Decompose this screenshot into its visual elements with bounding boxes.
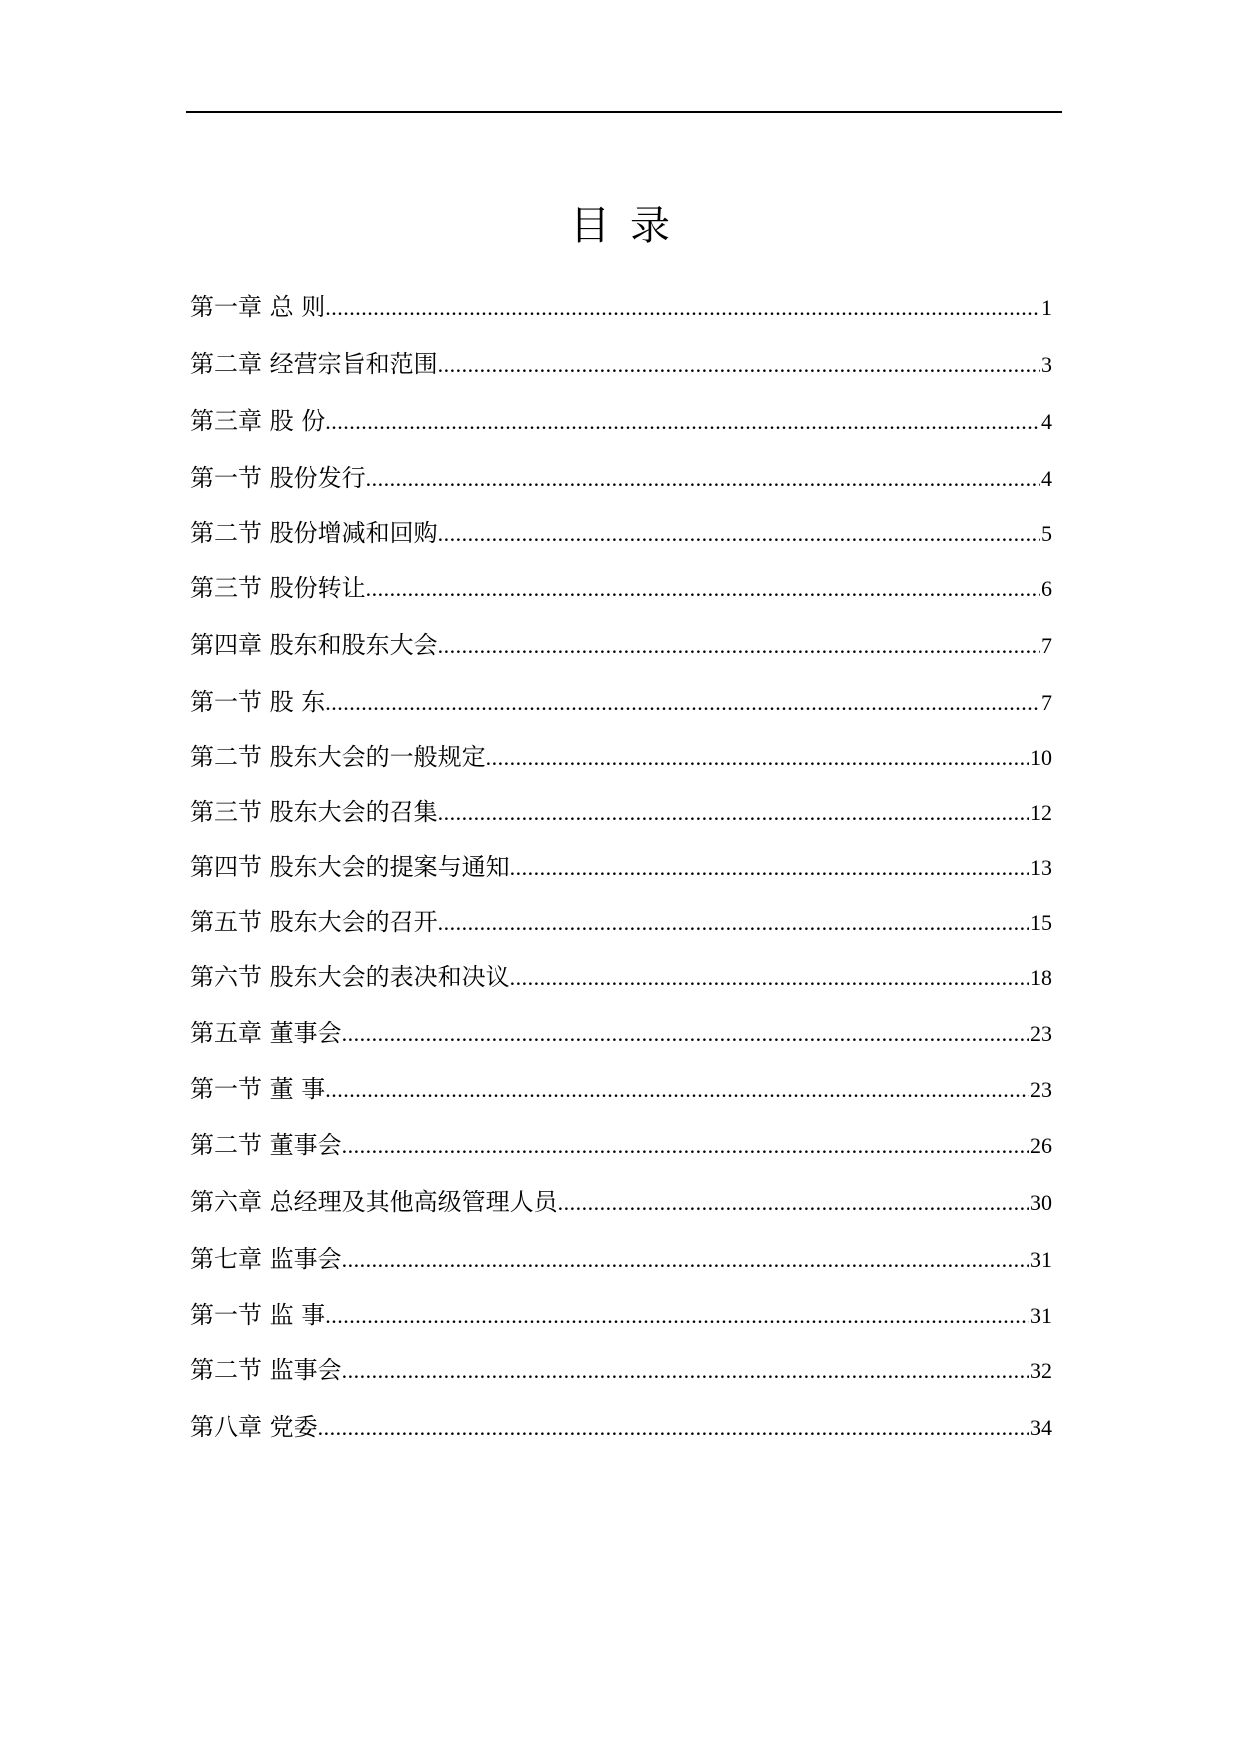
toc-entry-page: 4 bbox=[1041, 409, 1052, 434]
toc-entry-page: 31 bbox=[1030, 1247, 1052, 1272]
toc-list bbox=[190, 290, 1052, 1445]
toc-entry-page: 1 bbox=[1041, 295, 1052, 320]
toc-entry[interactable] bbox=[190, 290, 1052, 325]
toc-entry-page: 32 bbox=[1030, 1358, 1052, 1383]
toc-entry[interactable] bbox=[190, 960, 1052, 995]
toc-entry-leader bbox=[342, 1354, 1029, 1388]
toc-entry-label: 第一节 董 事 bbox=[190, 1075, 326, 1103]
toc-entry-label: 第二节 股份增减和回购 bbox=[190, 519, 438, 547]
toc-entry-leader bbox=[558, 1186, 1029, 1220]
toc-entry-label: 第四章 股东和股东大会 bbox=[190, 631, 438, 659]
toc-entry-label: 第三节 股东大会的召集 bbox=[190, 798, 438, 826]
toc-entry-page: 6 bbox=[1041, 576, 1052, 601]
toc-entry-leader bbox=[366, 572, 1040, 606]
toc-entry-page: 7 bbox=[1041, 633, 1052, 658]
toc-entry-label: 第三章 股 份 bbox=[190, 407, 326, 435]
header-rule bbox=[186, 111, 1062, 113]
toc-entry[interactable] bbox=[190, 795, 1052, 830]
toc-entry[interactable] bbox=[190, 850, 1052, 885]
toc-entry[interactable] bbox=[190, 628, 1052, 663]
toc-entry-leader bbox=[325, 291, 1040, 325]
toc-entry-leader bbox=[366, 462, 1040, 496]
toc-entry[interactable] bbox=[190, 740, 1052, 775]
toc-entry[interactable] bbox=[190, 1072, 1052, 1107]
toc-entry-leader bbox=[325, 686, 1040, 720]
toc-entry-page: 34 bbox=[1030, 1415, 1052, 1440]
toc-entry-label: 第二节 股东大会的一般规定 bbox=[190, 743, 486, 771]
toc-entry[interactable] bbox=[190, 1410, 1052, 1445]
toc-entry[interactable] bbox=[190, 1185, 1052, 1220]
toc-entry-label: 第二章 经营宗旨和范围 bbox=[190, 350, 438, 378]
toc-entry[interactable] bbox=[190, 347, 1052, 382]
toc-entry-label: 第七章 监事会 bbox=[190, 1245, 342, 1273]
toc-entry-leader bbox=[325, 405, 1040, 439]
toc-title bbox=[0, 198, 1240, 254]
toc-entry-leader bbox=[325, 1299, 1029, 1333]
toc-entry-page: 7 bbox=[1041, 690, 1052, 715]
toc-entry-label: 第二节 董事会 bbox=[190, 1131, 342, 1159]
toc-entry-page: 5 bbox=[1041, 521, 1052, 546]
toc-entry[interactable] bbox=[190, 461, 1052, 496]
toc-entry-page: 31 bbox=[1030, 1303, 1052, 1328]
toc-entry-label: 第四节 股东大会的提案与通知 bbox=[190, 853, 510, 881]
toc-entry[interactable] bbox=[190, 685, 1052, 720]
toc-entry-leader bbox=[438, 796, 1029, 830]
toc-entry[interactable] bbox=[190, 1298, 1052, 1333]
toc-entry-label: 第五节 股东大会的召开 bbox=[190, 908, 438, 936]
toc-entry-leader bbox=[342, 1017, 1029, 1051]
toc-entry[interactable] bbox=[190, 1016, 1052, 1051]
toc-entry-leader bbox=[510, 851, 1029, 885]
toc-entry-label: 第八章 党委 bbox=[190, 1413, 318, 1441]
toc-entry[interactable] bbox=[190, 571, 1052, 606]
toc-entry-label: 第一节 股 东 bbox=[190, 688, 326, 716]
toc-entry-leader bbox=[438, 906, 1029, 940]
toc-entry-label: 第五章 董事会 bbox=[190, 1019, 342, 1047]
toc-entry-page: 30 bbox=[1030, 1190, 1052, 1215]
toc-entry[interactable] bbox=[190, 404, 1052, 439]
toc-entry-page: 15 bbox=[1030, 910, 1052, 935]
toc-entry-page: 10 bbox=[1030, 745, 1052, 770]
toc-entry-label: 第一节 股份发行 bbox=[190, 464, 366, 492]
toc-entry-label: 第二节 监事会 bbox=[190, 1356, 342, 1384]
toc-entry-leader bbox=[438, 629, 1040, 663]
toc-entry-label: 第一章 总 则 bbox=[190, 293, 326, 321]
toc-entry[interactable] bbox=[190, 516, 1052, 551]
toc-entry-page: 12 bbox=[1030, 800, 1052, 825]
toc-entry-leader bbox=[510, 961, 1029, 995]
toc-entry-leader bbox=[438, 348, 1040, 382]
toc-title-char-1: 目 bbox=[570, 203, 610, 249]
toc-entry-page: 18 bbox=[1030, 965, 1052, 990]
toc-entry-leader bbox=[325, 1073, 1029, 1107]
toc-entry-page: 3 bbox=[1041, 352, 1052, 377]
toc-entry[interactable] bbox=[190, 905, 1052, 940]
toc-entry-page: 13 bbox=[1030, 855, 1052, 880]
toc-entry-page: 26 bbox=[1030, 1133, 1052, 1158]
toc-entry-page: 4 bbox=[1041, 466, 1052, 491]
toc-entry-label: 第六章 总经理及其他高级管理人员 bbox=[190, 1188, 558, 1216]
toc-entry[interactable] bbox=[190, 1242, 1052, 1277]
toc-entry-label: 第三节 股份转让 bbox=[190, 574, 366, 602]
toc-entry-label: 第一节 监 事 bbox=[190, 1301, 326, 1329]
toc-entry[interactable] bbox=[190, 1353, 1052, 1388]
toc-entry-page: 23 bbox=[1030, 1077, 1052, 1102]
toc-title-char-2: 录 bbox=[630, 203, 670, 249]
toc-entry[interactable] bbox=[190, 1128, 1052, 1163]
toc-entry-label: 第六节 股东大会的表决和决议 bbox=[190, 963, 510, 991]
toc-entry-leader bbox=[318, 1411, 1029, 1445]
toc-entry-leader bbox=[342, 1129, 1029, 1163]
toc-entry-leader bbox=[486, 741, 1029, 775]
toc-entry-leader bbox=[438, 517, 1040, 551]
toc-entry-page: 23 bbox=[1030, 1021, 1052, 1046]
toc-entry-leader bbox=[342, 1243, 1029, 1277]
